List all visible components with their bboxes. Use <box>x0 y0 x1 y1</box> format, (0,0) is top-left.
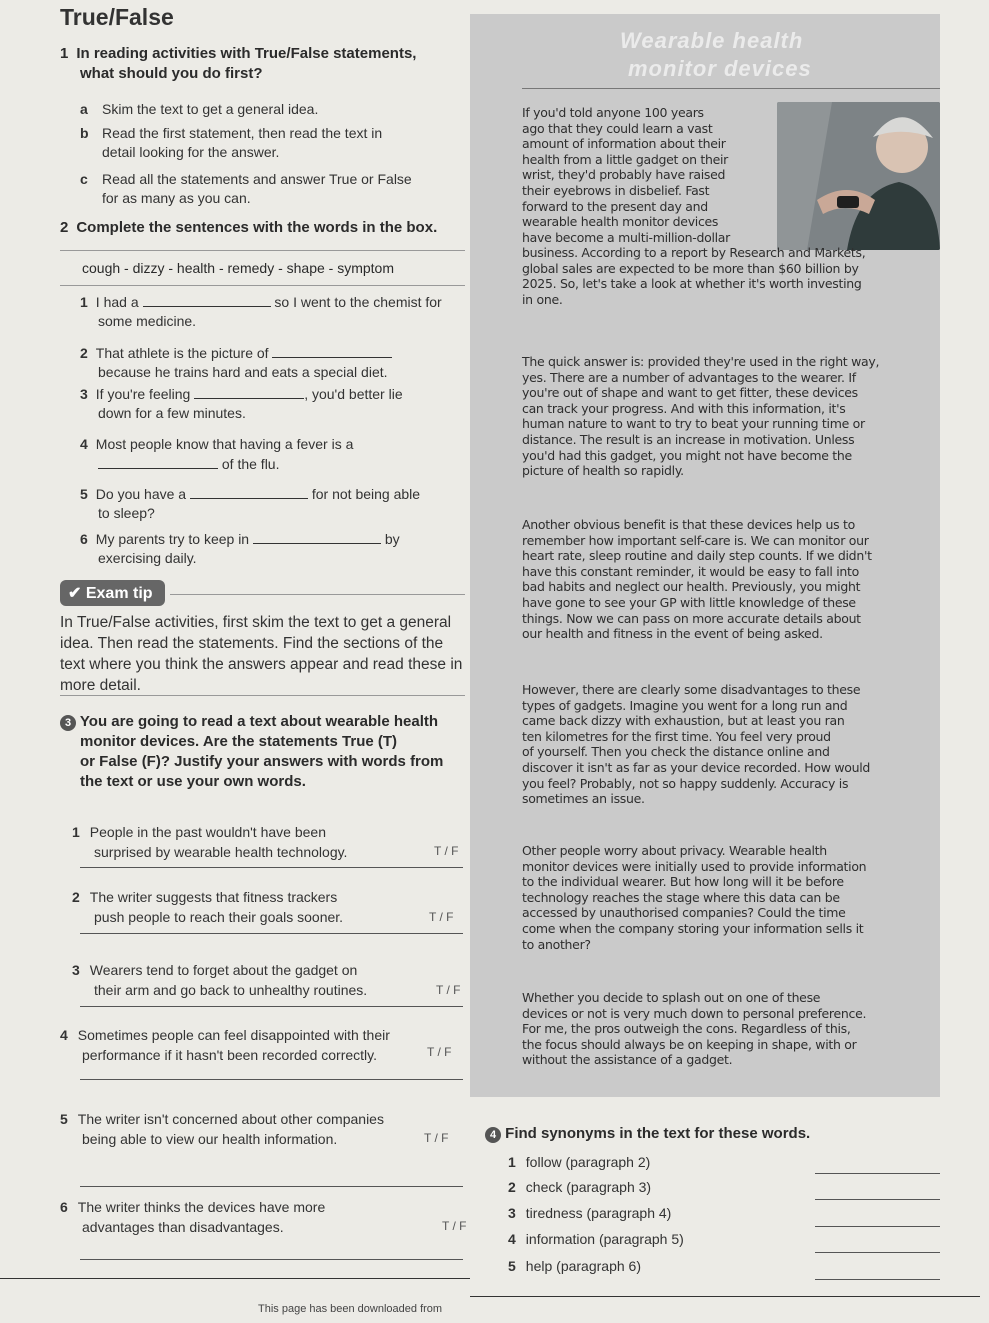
sentence-6: 6 My parents try to keep in by exercising daily. <box>80 531 400 566</box>
answer-line[interactable] <box>80 867 463 868</box>
statement-6: 6 The writer thinks the devices have more advantages than disadvantages. <box>60 1199 326 1235</box>
answer-blank[interactable] <box>143 292 271 307</box>
page-title: True/False <box>60 4 174 30</box>
sentence-4: 4 Most people know that having a fever is a of the flu. <box>80 436 354 472</box>
question-3: 3 You are going to read a text about wearable health monitor devices. Are the statements True (T) or False (F)? Justify your answers with words from the text or use your own words. <box>60 712 470 792</box>
question-number-badge: 3 <box>60 715 76 731</box>
question-number: 1 <box>60 45 69 62</box>
synonym-item-5: 5 help (paragraph 6) <box>508 1258 641 1274</box>
synonym-item-2: 2 check (paragraph 3) <box>508 1179 652 1195</box>
article-paragraph-4: However, there are clearly some disadvantages to these types of gadgets. Imagine you went for a long run and came back dizzy with exhaustion, but at least you ran ten kilometres for the first time. You feel very proud of yourself. Then you check the distance online and discover it isn't as far as your device recorded. How would you feel? Probably, not so happy suddenly. Accuracy is sometimes an issue. <box>522 682 871 807</box>
answer-blank[interactable] <box>194 384 304 399</box>
article-paragraph-1-cont: business. According to a report by Research and Markets, global sales are expected to be more than $60 billion by 2025. So, let's take a look at whether it's worth investing in one. <box>522 245 866 307</box>
answer-line[interactable] <box>815 1252 940 1253</box>
answer-blank[interactable] <box>98 454 218 469</box>
exam-tip-text: In True/False activities, first skim the text to get a general idea. Then read the statements. Find the sections of the text where you think the answers appear and read these in more detail. <box>60 614 463 694</box>
article-paragraph-1: If you'd told anyone 100 years ago that they could learn a vast amount of information about their health from a little gadget on their wrist, they'd probably have raised their eyebrows in disbelief. Fast forward to the present day and wearable health monitor devices have become a multi-million-dollar <box>522 105 730 245</box>
question-number-badge: 4 <box>485 1127 501 1143</box>
article-subtitle: monitor devices <box>628 56 812 81</box>
sentence-2: 2 That athlete is the picture of because he trains hard and eats a special diet. <box>80 343 480 382</box>
divider <box>0 1278 470 1279</box>
true-false-choice[interactable]: T / F <box>424 1131 449 1145</box>
answer-line[interactable] <box>815 1173 940 1174</box>
synonym-item-3: 3 tiredness (paragraph 4) <box>508 1205 672 1221</box>
answer-line[interactable] <box>80 933 463 934</box>
statement-2: 2 The writer suggests that fitness trackers push people to reach their goals sooner. <box>72 889 344 925</box>
true-false-choice[interactable]: T / F <box>434 844 459 858</box>
true-false-choice[interactable]: T / F <box>427 1045 452 1059</box>
divider <box>170 594 465 595</box>
article-paragraph-3: Another obvious benefit is that these devices help us to remember how important self-care is. We can monitor our heart rate, sleep routine and daily step counts. If we didn't have this constant reminder, it would be easy to fall into bad habits and neglect our health. Previously, you might have gone to see your GP with little knowledge of these things. Now we can pass on more accurate details about our health and fitness in the event of being asked. <box>522 517 872 642</box>
runner-photo <box>777 102 940 250</box>
question-2: 2 Complete the sentences with the words in the box. <box>60 219 438 236</box>
answer-blank[interactable] <box>253 529 381 544</box>
runner-photo-image <box>777 102 940 250</box>
statement-3: 3 Wearers tend to forget about the gadget on their arm and go back to unhealthy routines. <box>72 962 368 998</box>
answer-line[interactable] <box>80 1079 463 1080</box>
article-paragraph-2: The quick answer is: provided they're used in the right way, yes. There are a number of advantages to the wearer. If you're out of shape and want to get fitter, these devices can track your progress. And with this information, it's human nature to want to try to beat your running time or distance. The result is an increase in motivation. Unless you'd had this gadget, you might not have become the picture of health so rapidly. <box>522 354 880 479</box>
question-1: 1 In reading activities with True/False statements, <box>60 45 417 62</box>
statement-5: 5 The writer isn't concerned about other companies being able to view our health information. <box>60 1111 384 1147</box>
option-b[interactable]: b Read the first statement, then read the text in detail looking for the answer. <box>80 125 383 160</box>
question-4: 4 Find synonyms in the text for these words. <box>485 1124 810 1144</box>
answer-line[interactable] <box>815 1226 940 1227</box>
answer-line[interactable] <box>815 1199 940 1200</box>
answer-blank[interactable] <box>272 343 392 358</box>
sentence-1: 1 I had a so I went to the chemist for some medicine. <box>80 294 442 329</box>
synonym-item-1: 1 follow (paragraph 2) <box>508 1154 651 1170</box>
true-false-choice[interactable]: T / F <box>442 1219 467 1233</box>
statement-4: 4 Sometimes people can feel disappointed with their performance if it hasn't been recorded correctly. <box>60 1027 390 1063</box>
divider <box>522 88 940 89</box>
exam-tip-badge: ✔ Exam tip <box>60 580 165 606</box>
word-box: cough - dizzy - health - remedy - shape - symptom <box>60 250 465 286</box>
question-1-line2: what should you do first? <box>80 65 263 82</box>
synonym-item-4: 4 information (paragraph 5) <box>508 1231 684 1247</box>
answer-line[interactable] <box>815 1279 940 1280</box>
true-false-choice[interactable]: T / F <box>429 910 454 924</box>
sentence-3: 3 If you're feeling , you'd better lie down for a few minutes. <box>80 386 403 421</box>
article-title: Wearable health <box>620 28 804 53</box>
article-paragraph-6: Whether you decide to splash out on one of these devices or not is very much down to personal preference. For me, the pros outweigh the cons. Regardless of this, the focus should always be on keeping in shape, with or without the assistance of a gadget. <box>522 990 867 1068</box>
option-c[interactable]: c Read all the statements and answer True or False for as many as you can. <box>80 171 412 206</box>
footer-note: This page has been downloaded from <box>258 1303 443 1315</box>
true-false-choice[interactable]: T / F <box>436 983 461 997</box>
answer-line[interactable] <box>80 1186 463 1187</box>
check-icon: ✔ <box>68 585 82 602</box>
answer-line[interactable] <box>80 1006 463 1007</box>
answer-line[interactable] <box>80 1259 463 1260</box>
divider <box>60 695 465 696</box>
divider <box>470 1296 980 1297</box>
statement-1: 1 People in the past wouldn't have been surprised by wearable health technology. <box>72 824 348 860</box>
article-paragraph-5: Other people worry about privacy. Wearable health monitor devices were initially used to provide information to the individual wearer. But how long will it be before technology reaches the stage where this data can be accessed by unauthorised companies? Could the time come when the company storing your information sells it to another? <box>522 843 867 952</box>
answer-blank[interactable] <box>190 484 308 499</box>
option-a[interactable]: a Skim the text to get a general idea. <box>80 101 319 117</box>
sentence-5: 5 Do you have a for not being able to sleep? <box>80 486 421 521</box>
